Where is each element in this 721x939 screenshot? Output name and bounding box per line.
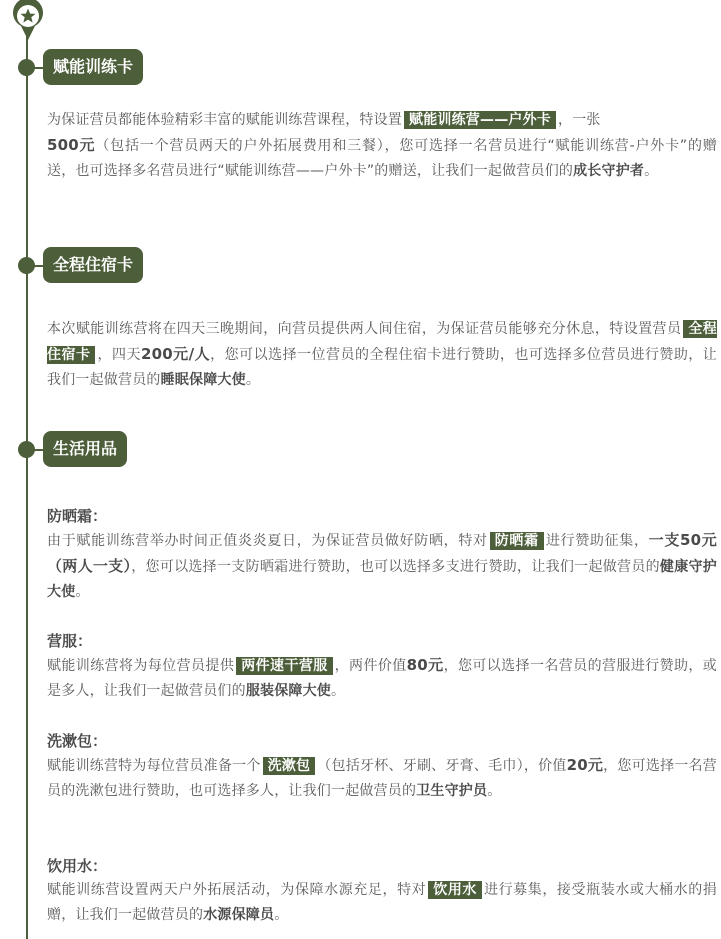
text: 由于赋能训练营举办时间正值炎炎夏日，为保证营员做好防晒，特对: [47, 533, 488, 549]
text: 进行赞助征集，: [545, 533, 649, 549]
price: 80元: [406, 656, 444, 674]
highlight-label: 饮用水: [428, 881, 482, 899]
highlight-label: 防晒霜: [490, 532, 544, 550]
star-icon: [12, 0, 44, 40]
role-title: 成长守护者: [573, 163, 645, 179]
role-title: 卫生守护员: [416, 783, 488, 799]
price: 20元: [566, 756, 604, 774]
toiletry-bag-paragraph: [47, 753, 717, 804]
text: 赋能训练营将为每位营员提供: [47, 658, 235, 674]
text: ，您可以选择一位营员的全程住宿卡进行赞助，也可选择多位营员进行赞助，让我们一起做营员的: [47, 347, 717, 388]
highlight-label: 全程住宿卡: [47, 321, 717, 363]
text: 。: [331, 683, 346, 699]
drinking-water-paragraph: [47, 878, 717, 928]
item-title-uniform: 营服：: [47, 632, 93, 650]
text: 赋能训练营设置两天户外拓展活动，为保障水源充足，特对: [47, 882, 427, 898]
role-title: 健康守护大使: [47, 559, 717, 600]
text: （包括一个营员两天的户外拓展费用和三餐），您可选择一名营员进行“赋能训练营-户外卡”的赠送，也可选择多名营员进行“赋能训练营——户外卡”的赠送，让我们一起做营员们的: [47, 138, 717, 179]
item-title-toiletry-bag: 洗漱包：: [47, 732, 108, 750]
timeline-dot: [18, 441, 35, 458]
text: ，一张: [558, 112, 601, 128]
text: 。: [245, 372, 261, 388]
timeline-dot: [18, 59, 35, 76]
text: （包括牙杯、牙刷、牙膏、毛巾），价值: [317, 758, 567, 774]
highlight-label: 赋能训练营——户外卡: [404, 111, 556, 129]
sunscreen-paragraph: [47, 528, 717, 605]
text: ，您可选择一名营员的洗漱包进行赞助，也可选择多人，让我们一起做营员的: [47, 758, 717, 799]
section-tag-lodging-card: 全程住宿卡: [43, 247, 143, 283]
training-card-paragraph: [47, 108, 717, 184]
section-tag-training-card: 赋能训练卡: [43, 49, 143, 85]
text: 。: [274, 907, 289, 923]
role-title: 睡眠保障大使: [160, 372, 246, 388]
price: 200元/人: [140, 345, 211, 363]
text: 。: [75, 584, 90, 600]
text: 进行募集，接受瓶装水或大桶水的捐赠，让我们一起做营员的: [47, 882, 717, 923]
price: 500元: [47, 136, 96, 154]
uniform-paragraph: [47, 653, 717, 704]
text: 。: [487, 783, 502, 799]
text: ，四天: [97, 347, 141, 363]
text: 为保证营员都能体验精彩丰富的赋能训练营课程，特设置: [47, 112, 402, 128]
highlight-label: 两件速干营服: [236, 657, 332, 675]
timeline-dot: [18, 257, 35, 274]
timeline-line: [26, 24, 28, 939]
role-title: 服装保障大使: [245, 683, 332, 699]
price: 一支50元（两人一支）: [47, 531, 718, 575]
text: 赋能训练营特为每位营员准备一个: [47, 758, 261, 774]
text: 本次赋能训练营将在四天三晚期间，向营员提供两人间住宿，为保证营员能够充分休息，特设置营员: [47, 321, 682, 337]
role-title: 水源保障员: [203, 907, 275, 923]
text: ，两件价值: [334, 658, 407, 674]
text: ，您可以选择一支防晒霜进行赞助，也可以选择多支进行赞助，让我们一起做营员的: [131, 559, 660, 575]
section-tag-daily-supplies: 生活用品: [43, 431, 127, 467]
highlight-label: 洗漱包: [263, 757, 316, 775]
lodging-card-paragraph: [47, 317, 717, 393]
item-title-sunscreen: 防晒霜：: [47, 507, 108, 525]
text: ，您可以选择一名营员的营服进行赞助，或是多人，让我们一起做营员们的: [47, 658, 717, 699]
text: 。: [644, 163, 659, 179]
item-title-drinking-water: 饮用水：: [47, 857, 108, 875]
